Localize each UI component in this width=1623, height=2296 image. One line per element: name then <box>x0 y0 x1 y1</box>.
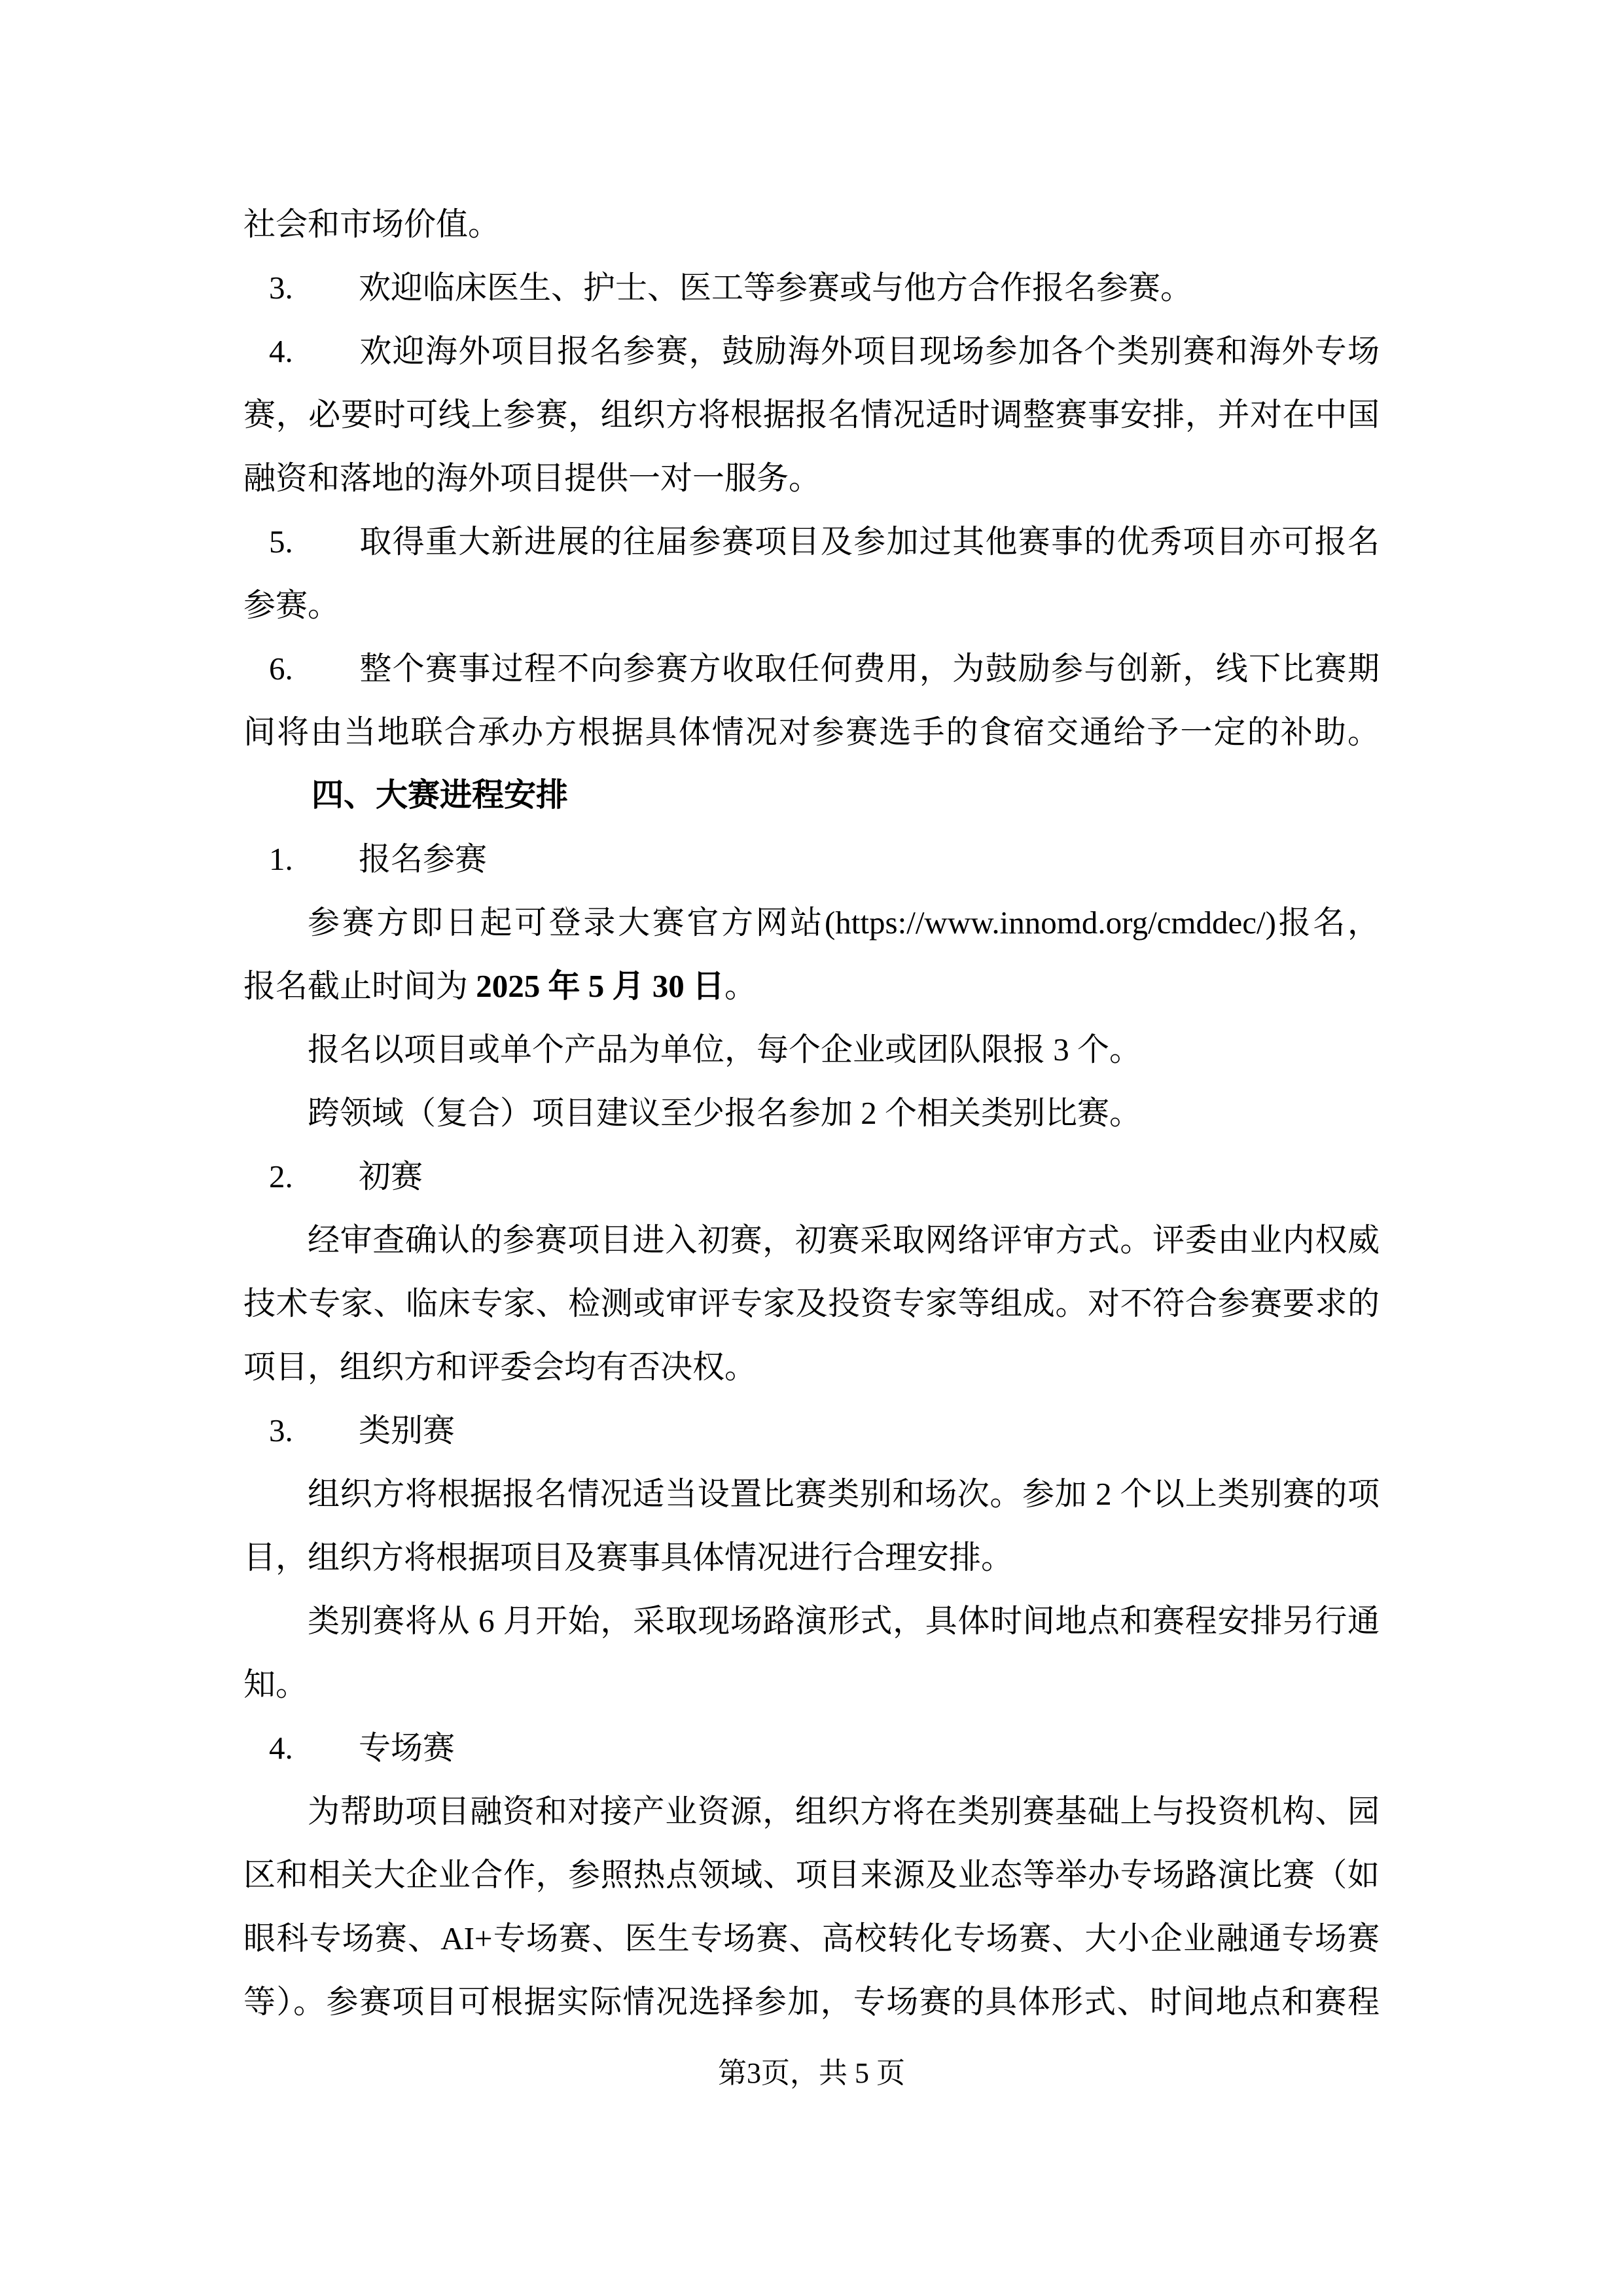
list-item-line <box>243 1399 1380 1462</box>
section-heading <box>243 764 1380 827</box>
document-body <box>243 192 1380 2034</box>
item-number: 5. <box>269 524 293 560</box>
line-text: 初赛 <box>359 1158 423 1194</box>
item-number: 6. <box>269 651 293 687</box>
line-text: 知。 <box>243 1666 308 1702</box>
line-text: 欢迎临床医生、护士、医工等参赛或与他方合作报名参赛。 <box>359 270 1193 306</box>
text-line <box>243 573 1380 637</box>
text-line <box>243 192 1380 256</box>
line-text: 报名截止时间为 <box>243 968 476 1004</box>
deadline-date: 2025 年 5 月 30 日 <box>476 968 725 1004</box>
text-line <box>243 1272 1380 1335</box>
line-text: 社会和市场价值。 <box>243 206 501 242</box>
text-line <box>243 1081 1380 1145</box>
line-text: 目，组织方将根据项目及赛事具体情况进行合理安排。 <box>243 1539 1014 1575</box>
section-heading-text: 四、大赛进程安排 <box>312 778 569 813</box>
line-text: 间将由当地联合承办方根据具体情况对参赛选手的食宿交通给予一定的补助。 <box>243 714 1380 750</box>
line-text: 眼科专场赛、AI+专场赛、医生专场赛、高校转化专场赛、大小企业融通专场赛 <box>243 1920 1380 1956</box>
text-line <box>243 1589 1380 1653</box>
line-text: 为帮助项目融资和对接产业资源，组织方将在类别赛基础上与投资机构、园 <box>308 1793 1380 1829</box>
line-text: 报名参赛 <box>359 841 488 877</box>
line-text: 取得重大新进展的往届参赛项目及参加过其他赛事的优秀项目亦可报名 <box>359 524 1380 560</box>
text-line <box>243 954 1380 1018</box>
line-text: 类别赛 <box>359 1412 455 1448</box>
list-item-line <box>243 510 1380 573</box>
list-item-line <box>243 319 1380 383</box>
text-line <box>243 891 1380 954</box>
registration-url: https://www.innomd.org/cmddec/ <box>835 905 1266 941</box>
line-text: 。 <box>724 968 757 1004</box>
line-text: 专场赛 <box>359 1730 455 1766</box>
line-text: 区和相关大企业合作，参照热点领域、项目来源及业态等举办专场路演比赛（如 <box>243 1857 1380 1893</box>
item-number: 4. <box>269 1730 293 1766</box>
line-text: 跨领域（复合）项目建议至少报名参加 2 个相关类别比赛。 <box>308 1095 1142 1131</box>
text-line <box>243 446 1380 510</box>
list-item-line <box>243 827 1380 891</box>
line-text: 等）。参赛项目可根据实际情况选择参加，专场赛的具体形式、时间地点和赛程 <box>243 1984 1380 2020</box>
text-line <box>243 1780 1380 1843</box>
text-line <box>243 1526 1380 1589</box>
text-line <box>243 700 1380 764</box>
list-item-line <box>243 1716 1380 1780</box>
line-text: 融资和落地的海外项目提供一对一服务。 <box>243 460 821 496</box>
line-text: 类别赛将从 6 月开始，采取现场路演形式，具体时间地点和赛程安排另行通 <box>308 1603 1380 1639</box>
text-line <box>243 1843 1380 1907</box>
line-text: 经审查确认的参赛项目进入初赛，初赛采取网络评审方式。评委由业内权威 <box>308 1222 1380 1258</box>
item-number: 3. <box>269 1412 293 1448</box>
line-text: 技术专家、临床专家、检测或审评专家及投资专家等组成。对不符合参赛要求的 <box>243 1285 1380 1321</box>
list-item-line <box>243 256 1380 319</box>
line-text: 整个赛事过程不向参赛方收取任何费用，为鼓励参与创新，线下比赛期 <box>359 651 1380 687</box>
item-number: 2. <box>269 1158 293 1194</box>
line-text: 参赛。 <box>243 587 340 623</box>
line-text: 组织方将根据报名情况适当设置比赛类别和场次。参加 2 个以上类别赛的项 <box>308 1476 1380 1512</box>
text-line <box>243 1208 1380 1272</box>
text-line <box>243 383 1380 446</box>
line-text: 赛，必要时可线上参赛，组织方将根据报名情况适时调整赛事安排，并对在中国 <box>243 397 1380 433</box>
list-item-line <box>243 637 1380 700</box>
line-text: )报名， <box>1265 905 1380 941</box>
text-line <box>243 1335 1380 1399</box>
page-footer <box>0 2055 1623 2092</box>
line-text: 项目，组织方和评委会均有否决权。 <box>243 1349 757 1385</box>
text-line <box>243 1462 1380 1526</box>
line-text: 报名以项目或单个产品为单位，每个企业或团队限报 3 个。 <box>308 1031 1142 1067</box>
list-item-line <box>243 1145 1380 1208</box>
text-line <box>243 1018 1380 1081</box>
page-number-text: 第3页，共 5 页 <box>718 2057 905 2089</box>
line-text: 欢迎海外项目报名参赛，鼓励海外项目现场参加各个类别赛和海外专场 <box>359 333 1380 369</box>
item-number: 3. <box>269 270 293 306</box>
text-line <box>243 1970 1380 2034</box>
line-text: 参赛方即日起可登录大赛官方网站( <box>308 905 836 941</box>
text-line <box>243 1907 1380 1970</box>
text-line <box>243 1653 1380 1716</box>
item-number: 4. <box>269 333 293 369</box>
item-number: 1. <box>269 841 293 877</box>
